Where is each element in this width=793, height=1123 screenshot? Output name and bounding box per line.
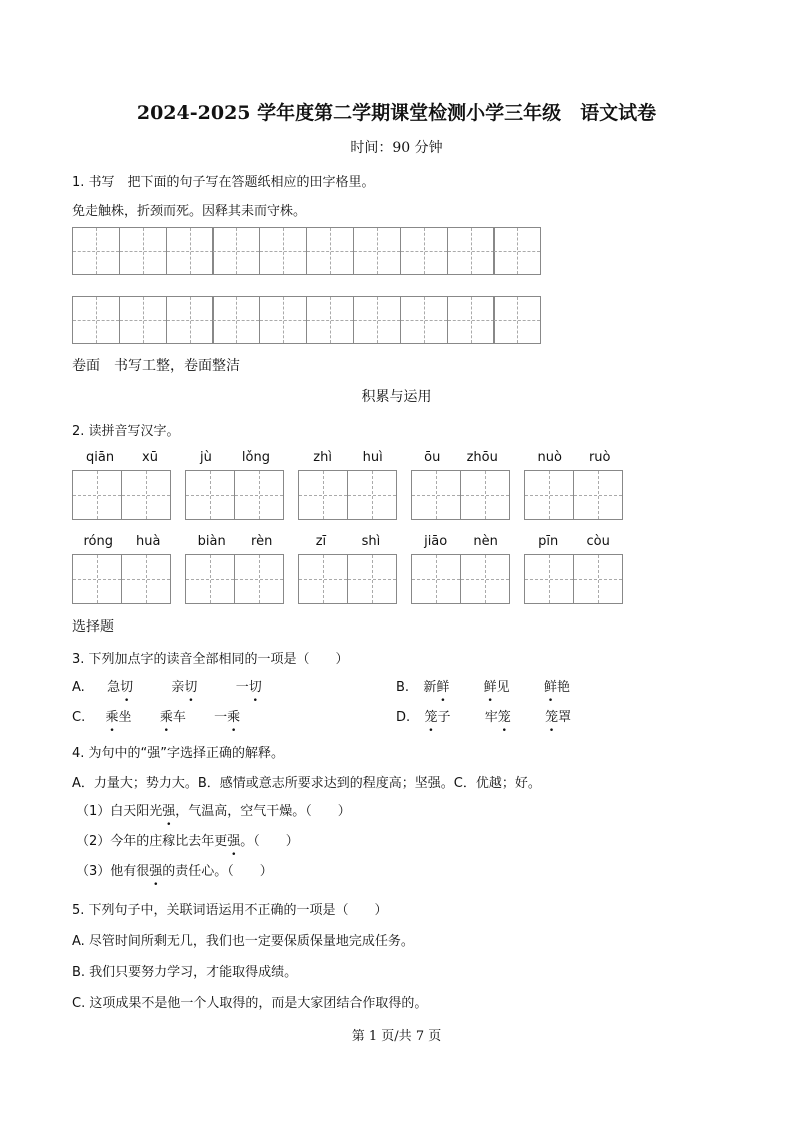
sentence-text: （3）他有很 (76, 864, 150, 879)
pinyin-syllable: huì (362, 450, 383, 465)
grid-cell (306, 227, 354, 275)
word (423, 680, 449, 695)
pinyin-syllable: lǒng (241, 450, 270, 465)
grid-cell (185, 470, 235, 520)
word (160, 710, 186, 725)
grid-cell (72, 227, 120, 275)
question-4-sentence-3 (76, 860, 273, 879)
word (171, 680, 197, 695)
grid-cell (353, 227, 401, 275)
section-heading-accumulation: 积累与运用 (361, 389, 432, 405)
pinyin-syllable: róng (83, 534, 114, 549)
pinyin-labels (411, 450, 511, 470)
word-char: 新 (423, 680, 437, 695)
pinyin-group (524, 534, 624, 604)
q3-option-b (396, 676, 570, 695)
grid-cell (234, 470, 284, 520)
pinyin-labels (185, 450, 285, 470)
word (485, 710, 511, 725)
pinyin-syllable: jiāo (424, 534, 448, 549)
word-char: 艳 (556, 680, 570, 695)
word-char: 一 (214, 710, 228, 725)
word (544, 680, 570, 695)
question-4-sentence-2 (76, 830, 299, 849)
grid-cell (298, 470, 348, 520)
writing-grid-row-2 (72, 296, 540, 344)
word (484, 680, 510, 695)
grid-cell (121, 554, 171, 604)
exam-time: 时间：90 分钟 (350, 140, 443, 156)
grid-cell (298, 554, 348, 604)
grid-cell (347, 554, 397, 604)
option-label: B. (396, 680, 410, 695)
dotted-char: 鲜 (436, 680, 450, 695)
grid-cell (400, 227, 448, 275)
sentence-text: 。（ ） (240, 834, 299, 849)
word-char: 坐 (118, 710, 132, 725)
grid-cell (411, 470, 461, 520)
grid-cell (573, 554, 623, 604)
q3-option-c (72, 706, 240, 725)
grid-cell (306, 296, 354, 344)
word-char: 一 (235, 680, 249, 695)
dotted-char: 强 (227, 834, 241, 849)
pinyin-labels (72, 450, 172, 470)
pinyin-group (185, 450, 285, 520)
sentence-text: ，气温高，空气干燥。（ ） (175, 804, 351, 819)
grid-cell (72, 554, 122, 604)
page-footer: 第 1 页/共 7 页 (351, 1029, 442, 1044)
question-1-note: 卷面 书写工整，卷面整洁 (72, 358, 240, 374)
pinyin-syllable: shì (361, 534, 381, 549)
pinyin-labels (185, 534, 285, 554)
pinyin-group (411, 450, 511, 520)
pinyin-group (524, 450, 624, 520)
grid-cell (185, 554, 235, 604)
grid-cell (447, 296, 495, 344)
pinyin-labels (72, 534, 172, 554)
question-4-options: A．力量大；势力大。B．感情或意志所要求达到的程度高；坚强。C．优越；好。 (72, 776, 541, 791)
grid-cell (524, 554, 574, 604)
grid-cell (119, 227, 167, 275)
option-label: A. (72, 680, 85, 695)
dotted-char: 鲜 (543, 680, 557, 695)
grid-cell (212, 227, 260, 275)
word-char: 车 (172, 710, 186, 725)
q5-option-c: C. 这项成果不是他一个人取得的，而是大家团结合作取得的。 (72, 996, 428, 1011)
pinyin-syllable: zhì (313, 450, 332, 465)
page-title: 2024-2025 学年度第二学期课堂检测小学三年级 语文试卷 (136, 102, 657, 124)
pinyin-syllable: zhōu (466, 450, 498, 465)
q5-option-a: A. 尽管时间所剩无几，我们也一定要保质保量地完成任务。 (72, 934, 414, 949)
option-label: C. (72, 710, 86, 725)
q3-option-a (72, 676, 262, 695)
sentence-text: （2）今年的庄稼比去年更 (76, 834, 228, 849)
grid-cell (166, 227, 214, 275)
grid-cell (347, 470, 397, 520)
word-char: 罩 (558, 710, 572, 725)
grid-cell (447, 227, 495, 275)
grid-cell (524, 470, 574, 520)
grid-cell (121, 470, 171, 520)
dotted-char: 切 (248, 680, 262, 695)
pinyin-syllable: biàn (197, 534, 226, 549)
pinyin-group (298, 534, 398, 604)
sentence-text: （1）白天阳光 (76, 804, 163, 819)
word-char: 子 (437, 710, 451, 725)
pinyin-syllable: nèn (473, 534, 498, 549)
dotted-char: 强 (149, 864, 163, 879)
pinyin-group (72, 450, 172, 520)
pinyin-syllable: còu (586, 534, 610, 549)
dotted-char: 切 (120, 680, 134, 695)
grid-cell (353, 296, 401, 344)
writing-grid-row-1 (72, 227, 540, 275)
option-label: D. (396, 710, 411, 725)
word-char: 急 (107, 680, 121, 695)
question-2-stem: 2. 读拼音写汉字。 (72, 424, 180, 439)
dotted-char: 乘 (105, 710, 119, 725)
dotted-char: 笼 (545, 710, 559, 725)
pinyin-group (411, 534, 511, 604)
pinyin-labels (298, 534, 398, 554)
dotted-char: 乘 (159, 710, 173, 725)
grid-cell (400, 296, 448, 344)
grid-cell (460, 554, 510, 604)
question-1-stem: 1. 书写 把下面的句子写在答题纸相应的田字格里。 (72, 175, 375, 190)
section-heading-choice: 选择题 (72, 619, 114, 635)
grid-cell (166, 296, 214, 344)
pinyin-syllable: qiān (85, 450, 115, 465)
word (424, 710, 450, 725)
grid-cell (259, 227, 307, 275)
word (214, 710, 240, 725)
grid-cell (573, 470, 623, 520)
question-1-sentence: 免走触株，折颈而死。因释其耒而守株。 (72, 204, 307, 219)
question-4-stem: 4. 为句中的“强”字选择正确的解释。 (72, 746, 285, 761)
grid-cell (212, 296, 260, 344)
word (106, 710, 132, 725)
grid-cell (119, 296, 167, 344)
pinyin-syllable: ōu (424, 450, 441, 465)
word (545, 710, 571, 725)
dotted-char: 乘 (227, 710, 241, 725)
pinyin-group (298, 450, 398, 520)
pinyin-syllable: xū (142, 450, 158, 465)
dotted-char: 笼 (497, 710, 511, 725)
word-char: 见 (496, 680, 510, 695)
grid-cell (411, 554, 461, 604)
pinyin-labels (524, 534, 624, 554)
grid-cell (72, 470, 122, 520)
pinyin-labels (411, 534, 511, 554)
grid-cell (259, 296, 307, 344)
q5-option-b: B. 我们只要努力学习，才能取得成绩。 (72, 965, 298, 980)
pinyin-syllable: nuò (537, 450, 562, 465)
word-char: 亲 (171, 680, 185, 695)
question-5-stem: 5. 下列句子中，关联词语运用不正确的一项是（ ） (72, 903, 388, 918)
dotted-char: 鲜 (483, 680, 497, 695)
question-3-stem: 3. 下列加点字的读音全部相同的一项是（ ） (72, 652, 349, 667)
grid-cell (493, 296, 541, 344)
grid-cell (460, 470, 510, 520)
pinyin-labels (524, 450, 624, 470)
pinyin-group (72, 534, 172, 604)
word-char: 牢 (484, 710, 498, 725)
pinyin-syllable: zī (315, 534, 327, 549)
pinyin-syllable: ruò (588, 450, 611, 465)
word (236, 680, 262, 695)
dotted-char: 切 (184, 680, 198, 695)
pinyin-syllable: jù (200, 450, 212, 465)
dotted-char: 强 (162, 804, 176, 819)
pinyin-syllable: rèn (251, 534, 273, 549)
pinyin-labels (298, 450, 398, 470)
dotted-char: 笼 (424, 710, 438, 725)
pinyin-syllable: pīn (538, 534, 559, 549)
word (107, 680, 133, 695)
grid-cell (234, 554, 284, 604)
grid-cell (72, 296, 120, 344)
question-4-sentence-1 (76, 800, 351, 819)
sentence-text: 的责任心。（ ） (162, 864, 273, 879)
q3-option-d (396, 706, 571, 725)
pinyin-syllable: huà (136, 534, 161, 549)
grid-cell (493, 227, 541, 275)
pinyin-group (185, 534, 285, 604)
